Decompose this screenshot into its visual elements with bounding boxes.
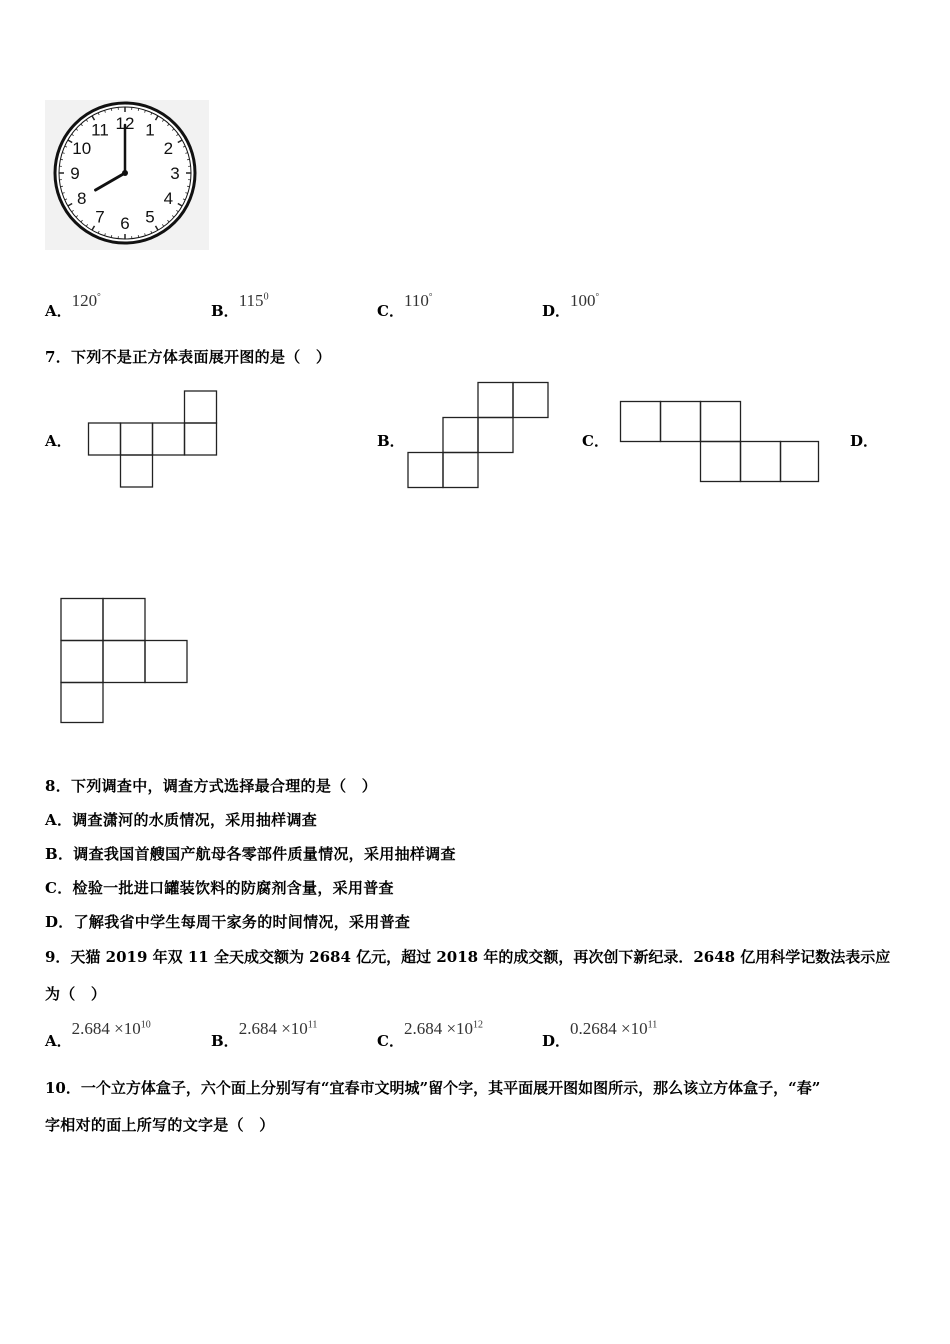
q6-option-a[interactable]: A．120° bbox=[45, 291, 101, 320]
net-square bbox=[478, 418, 513, 453]
q10-stem-line1: 10．一个立方体盒子，六个面上分别写有“宜春市文明城”留个字，其平面展开图如图所示，那么该立方体盒子，“春” bbox=[45, 1079, 821, 1097]
clock-tick bbox=[187, 159, 189, 160]
q7-net-a bbox=[88, 390, 218, 488]
q7-stem: 7．下列不是正方体表面展开图的是（ ） bbox=[45, 348, 332, 366]
net-square bbox=[443, 453, 478, 488]
clock-tick bbox=[60, 186, 62, 187]
net-square bbox=[103, 641, 145, 683]
net-square bbox=[103, 599, 145, 641]
clock-tick bbox=[111, 108, 112, 110]
clock-tick bbox=[60, 159, 62, 160]
q8-option-b[interactable]: B．调查我国首艘国产航母各零部件质量情况，采用抽样调查 bbox=[45, 845, 456, 863]
clock-number: 5 bbox=[145, 207, 155, 227]
q10-stem-line2: 字相对的面上所写的文字是（ ） bbox=[45, 1116, 275, 1134]
clock-face bbox=[45, 100, 209, 250]
net-square bbox=[478, 383, 513, 418]
q9-stem-line2: 为（ ） bbox=[45, 985, 107, 1003]
net-square bbox=[121, 423, 153, 455]
q6-option-b[interactable]: B．$115^0$ bbox=[211, 291, 269, 320]
q6-option-c[interactable]: C．110° bbox=[377, 291, 433, 320]
clock-figure bbox=[45, 100, 209, 250]
clock-tick bbox=[138, 235, 139, 237]
clock-number: 10 bbox=[72, 139, 92, 158]
net-square bbox=[621, 402, 661, 442]
net-square bbox=[185, 391, 217, 423]
net-square bbox=[701, 402, 741, 442]
net-square bbox=[61, 683, 103, 723]
net-square bbox=[153, 423, 185, 455]
q7-option-c-label[interactable]: C． bbox=[582, 432, 609, 450]
net-square bbox=[121, 455, 153, 487]
clock-tick bbox=[187, 186, 189, 187]
clock-tick bbox=[111, 235, 112, 237]
q7-option-a-label[interactable]: A． bbox=[45, 432, 72, 450]
net-square bbox=[145, 641, 187, 683]
q8-option-d[interactable]: D．了解我省中学生每周干家务的时间情况，采用普查 bbox=[45, 913, 411, 931]
q7-net-d bbox=[59, 597, 191, 725]
net-square bbox=[61, 599, 103, 641]
clock-tick bbox=[138, 108, 139, 110]
net-square bbox=[185, 423, 217, 455]
q7-net-c bbox=[619, 400, 821, 484]
net-square bbox=[89, 423, 121, 455]
q7-net-b bbox=[407, 382, 549, 490]
clock-number: 7 bbox=[95, 207, 105, 227]
net-square bbox=[701, 442, 741, 482]
q9-stem-line1: 9．天猫 2019 年双 11 全天成交额为 2684 亿元，超过 2018 年的成交额，再次创下新纪录．2648 亿用科学记数法表示应 bbox=[45, 948, 891, 966]
clock-number: 1 bbox=[145, 120, 155, 140]
net-square bbox=[741, 442, 781, 482]
clock-number: 2 bbox=[163, 139, 174, 158]
net-square bbox=[781, 442, 819, 482]
clock-number: 11 bbox=[91, 120, 109, 140]
q8-stem: 8．下列调查中，调查方式选择最合理的是（ ） bbox=[45, 777, 378, 795]
clock-number: 6 bbox=[120, 214, 130, 233]
net-square bbox=[661, 402, 701, 442]
q8-option-c[interactable]: C．检验一批进口罐装饮料的防腐剂含量，采用普查 bbox=[45, 879, 394, 897]
q7-option-b-label[interactable]: B． bbox=[377, 432, 405, 450]
q8-option-a[interactable]: A．调查潇河的水质情况，采用抽样调查 bbox=[45, 811, 318, 829]
net-square bbox=[443, 418, 478, 453]
q9-option-a[interactable]: A．$2.684 \times 10^{10}$ bbox=[45, 1019, 151, 1050]
net-square bbox=[408, 453, 443, 488]
net-square bbox=[513, 383, 548, 418]
clock-number: 4 bbox=[163, 189, 174, 208]
q7-option-d-label[interactable]: D． bbox=[850, 432, 879, 450]
q9-option-d[interactable]: D．$0.2684 \times 10^{11}$ bbox=[542, 1019, 658, 1050]
q6-option-d[interactable]: D．100° bbox=[542, 291, 600, 320]
clock-number: 3 bbox=[170, 164, 180, 183]
net-square bbox=[61, 641, 103, 683]
q9-option-b[interactable]: B．$2.684 \times 10^{11}$ bbox=[211, 1019, 318, 1050]
clock-number: 9 bbox=[70, 164, 80, 183]
clock-number: 8 bbox=[76, 189, 87, 208]
clock-number: 12 bbox=[115, 114, 135, 133]
clock-center bbox=[122, 170, 128, 176]
q9-option-c[interactable]: C．$2.684 \times 10^{12}$ bbox=[377, 1019, 484, 1050]
